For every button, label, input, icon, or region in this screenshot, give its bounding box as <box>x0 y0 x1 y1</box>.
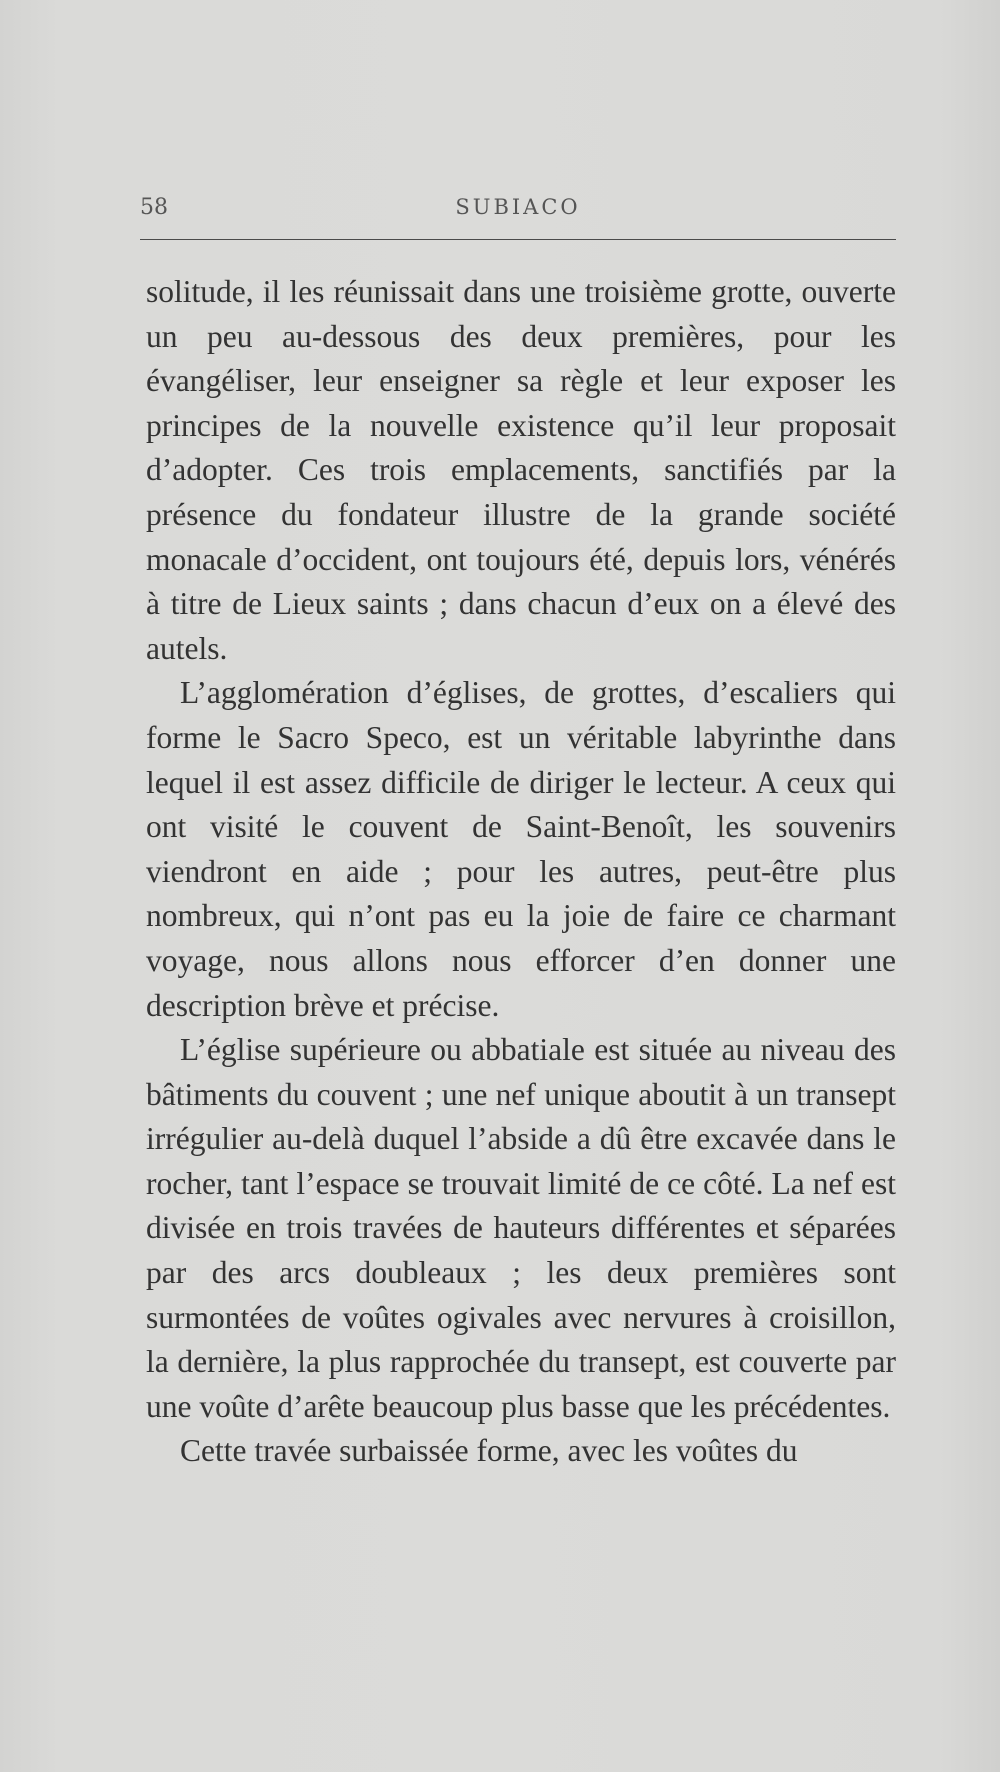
page-header <box>140 195 896 225</box>
body-text <box>146 270 896 1474</box>
paragraph-3: L’église supérieure ou abbatiale est située au niveau des bâtiments du couvent ; une nef unique aboutit à un transept irrégulier au-delà duquel l’abside a dû être excavée dans le rocher, tant l’espace se trouvait limité de ce côté. La nef est divisée en trois travées de hauteurs différentes et séparées par des arcs doubleaux ; les deux premières sont surmontées de voûtes ogivales avec nervures à croisillon, la dernière, la plus rapprochée du transept, est couverte par une voûte d’arête beaucoup plus basse que les précédentes. <box>146 1032 896 1424</box>
paragraph-4: Cette travée surbaissée forme, avec les voûtes du <box>180 1433 798 1469</box>
paragraph-2: L’agglomération d’églises, de grottes, d’escaliers qui forme le Sacro Speco, est un véritable labyrinthe dans lequel il est assez difficile de diriger le lecteur. A ceux qui ont visité le couvent de Saint-Benoît, les souvenirs viendront en aide ; pour les autres, peut-être plus nombreux, qui n’ont pas eu la joie de faire ce charmant voyage, nous allons nous efforcer d’en donner une description brève et précise. <box>146 675 896 1023</box>
paragraph-1: solitude, il les réunissait dans une troisième grotte, ouverte un peu au-dessous des deux premières, pour les évangéliser, leur enseigner sa règle et leur exposer les principes de la nouvelle existence qu’il leur proposait d’adopter. Ces trois emplacements, sanctifiés par la présence du fondateur illustre de la grande société monacale d’occident, ont toujours été, depuis lors, vénérés à titre de Lieux saints ; dans chacun d’eux on a élevé des autels. <box>146 274 896 666</box>
page-number: 58 <box>140 195 168 220</box>
running-title: SUBIACO <box>455 195 581 219</box>
header-rule <box>140 239 896 240</box>
